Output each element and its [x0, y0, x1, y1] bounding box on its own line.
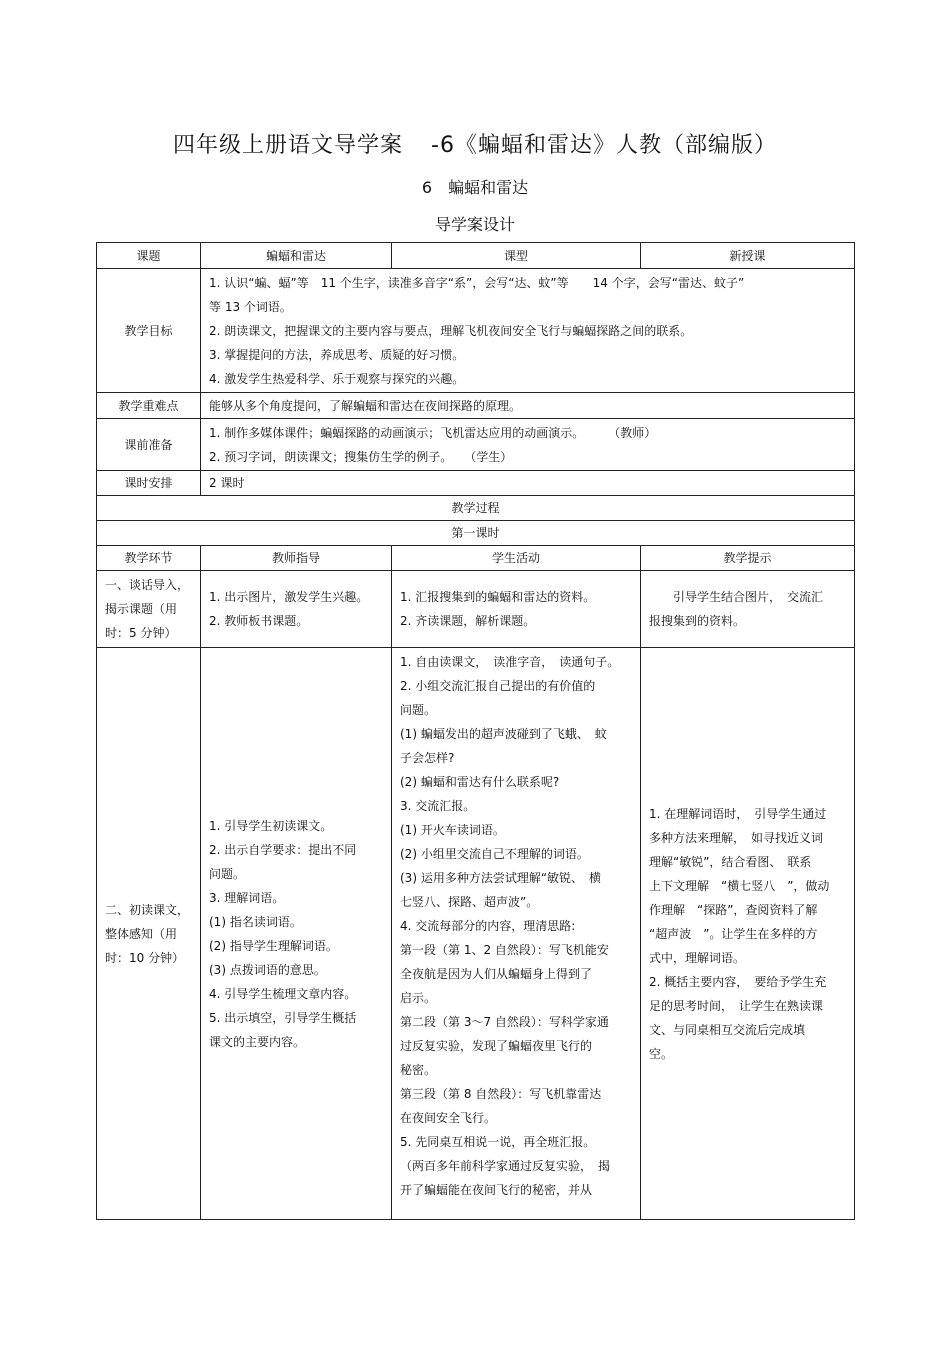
- tips-line: 2. 概括主要内容， 要给予学生充: [649, 974, 827, 989]
- teacher-line: 3. 理解词语。: [209, 890, 285, 905]
- prep-cell: [201, 419, 855, 471]
- stage-line: 时：10 分钟）: [105, 950, 185, 965]
- stage-line: 揭示课题（用: [105, 602, 178, 616]
- student-line: 全夜航是因为人们从蝙蝠身上得到了: [400, 967, 593, 981]
- teacher-cell: [201, 571, 392, 648]
- tips-line: 空。: [649, 1046, 674, 1061]
- student-line: 3. 交流汇报。: [400, 799, 476, 813]
- lesson-heading: 6 蝙蝠和雷达: [421, 178, 529, 197]
- type-value: 新授课: [641, 243, 855, 269]
- prep-label: 课前准备: [97, 419, 201, 471]
- teacher-line: (3) 点拨词语的意思。: [209, 962, 326, 977]
- tips-line: 1. 在理解词语时， 引导学生通过: [649, 806, 827, 821]
- page-title: [0, 128, 950, 159]
- process-row-reading: [97, 648, 855, 1220]
- tips-line: 式中，理解词语。: [649, 950, 746, 965]
- process-row-intro: [97, 571, 855, 648]
- period-heading: 第一课时: [97, 521, 855, 546]
- topic-label: 课题: [97, 243, 201, 269]
- lesson-plan-table: [96, 242, 855, 1220]
- tips-line: 文、与同桌相互交流后完成填: [649, 1022, 806, 1037]
- tips-line: 足的思考时间， 让学生在熟读课: [649, 998, 824, 1013]
- student-line: (1) 蝙蝠发出的超声波碰到了飞蛾、 蚊: [400, 727, 607, 741]
- student-line: 第二段（第 3～7 自然段）：写科学家通: [400, 1015, 609, 1029]
- student-line: 2. 齐读课题，解析课题。: [400, 614, 536, 628]
- stage-cell: [97, 571, 201, 648]
- teacher-cell: [201, 648, 392, 1220]
- student-line: 问题。: [400, 703, 437, 717]
- student-line: 七竖八、探路、超声波”。: [400, 895, 539, 909]
- student-line: （两百多年前科学家通过反复实验， 揭: [400, 1159, 611, 1173]
- design-heading: 导学案设计: [434, 215, 515, 234]
- teacher-line: 2. 出示自学要求：提出不同: [209, 842, 357, 857]
- teacher-line: 1. 出示图片，激发学生兴趣。: [209, 590, 369, 604]
- student-line: 过反复实验，发现了蝙蝠夜里飞行的: [400, 1039, 593, 1053]
- tips-cell: [641, 648, 855, 1220]
- prep-line: 2. 预习字词，朗读课文；搜集仿生学的例子。 （学生）: [209, 449, 513, 464]
- student-line: (1) 开火车读词语。: [400, 823, 505, 837]
- period-row: [97, 521, 855, 546]
- time-row: [97, 471, 855, 496]
- title-right: -6《蝙蝠和雷达》人教（部编版）: [431, 133, 777, 158]
- tips-line: 作理解 “探路”，查阅资料了解: [649, 902, 818, 917]
- teacher-line: 4. 引导学生梳理文章内容。: [209, 986, 357, 1001]
- student-line: (2) 蝙蝠和雷达有什么联系呢?: [400, 775, 560, 789]
- key-label: 教学重难点: [97, 393, 201, 419]
- goal-line: 等 13 个词语。: [209, 299, 292, 314]
- student-line: (3) 运用多种方法尝试理解“敏锐、 横: [400, 871, 602, 885]
- teacher-line: 5. 出示填空，引导学生概括: [209, 1010, 357, 1025]
- student-line: 4. 交流每部分的内容，理清思路:: [400, 919, 576, 933]
- student-line: 2. 小组交流汇报自己提出的有价值的: [400, 679, 596, 693]
- goals-label: 教学目标: [97, 269, 201, 393]
- time-label: 课时安排: [97, 471, 201, 496]
- col-header-tips: 教学提示: [641, 546, 855, 571]
- col-header-stage: 教学环节: [97, 546, 201, 571]
- student-line: 5. 先同桌互相说一说，再全班汇报。: [400, 1135, 596, 1149]
- type-label: 课型: [392, 243, 641, 269]
- student-cell: [392, 648, 641, 1220]
- goals-cell: [201, 269, 855, 393]
- topic-value: 蝙蝠和雷达: [201, 243, 392, 269]
- process-heading-row: [97, 496, 855, 521]
- time-value: 2 课时: [201, 471, 855, 496]
- teacher-line: 问题。: [209, 866, 246, 881]
- student-line: 在夜间安全飞行。: [400, 1111, 497, 1125]
- stage-cell: [97, 648, 201, 1220]
- goal-line: 4. 激发学生热爱科学、乐于观察与探究的兴趣。: [209, 371, 465, 386]
- col-header-student: 学生活动: [392, 546, 641, 571]
- title-left: 四年级上册语文导学案: [173, 133, 404, 158]
- teacher-line: 1. 引导学生初读课文。: [209, 818, 333, 833]
- topic-row: [97, 243, 855, 269]
- tips-line: 报搜集到的资料。: [649, 614, 746, 628]
- tips-line: 多种方法来理解， 如寻找近义词: [649, 830, 824, 845]
- stage-line: 一、谈话导入，: [105, 578, 190, 592]
- prep-row: [97, 419, 855, 471]
- key-row: [97, 393, 855, 419]
- tips-line: 引导学生结合图片， 交流汇: [649, 590, 824, 604]
- tips-line: 理解“敏锐”，结合看图、 联系: [649, 854, 812, 869]
- tips-line: 上下文理解 “横七竖八 ”，做动: [649, 878, 830, 893]
- student-line: 启示。: [400, 991, 437, 1005]
- teacher-line: 2. 教师板书课题。: [209, 614, 309, 628]
- process-heading: 教学过程: [97, 496, 855, 521]
- student-line: (2) 小组里交流自己不理解的词语。: [400, 847, 589, 861]
- student-line: 1. 汇报搜集到的蝙蝠和雷达的资料。: [400, 590, 596, 604]
- student-line: 第一段（第 1、2 自然段）：写飞机能安: [400, 943, 609, 957]
- student-line: 秘密。: [400, 1063, 437, 1077]
- teacher-line: (1) 指名读词语。: [209, 914, 302, 929]
- goals-row: [97, 269, 855, 393]
- student-line: 子会怎样?: [400, 751, 455, 765]
- prep-line: 1. 制作多媒体课件；蝙蝠探路的动画演示；飞机雷达应用的动画演示。 （教师）: [209, 425, 657, 440]
- goal-line: 3. 掌握提问的方法，养成思考、质疑的好习惯。: [209, 347, 465, 362]
- student-line: 1. 自由读课文， 读准字音， 读通句子。: [400, 655, 620, 669]
- process-header-row: [97, 546, 855, 571]
- key-value: 能够从多个角度提问，了解蝙蝠和雷达在夜间探路的原理。: [201, 393, 855, 419]
- teacher-line: 课文的主要内容。: [209, 1034, 306, 1049]
- tips-cell: [641, 571, 855, 648]
- stage-line: 二、初读课文，: [105, 902, 190, 917]
- teacher-line: (2) 指导学生理解词语。: [209, 938, 338, 953]
- goal-line: 1. 认识“蝙、蝠”等 11 个生字，读准多音字“系”，会写“达、蚊”等 14 个字，会写“雷达、蚊子”: [209, 275, 745, 290]
- stage-line: 时：5 分钟）: [105, 626, 177, 640]
- student-line: 开了蝙蝠能在夜间飞行的秘密，并从: [400, 1183, 593, 1197]
- student-cell: [392, 571, 641, 648]
- stage-line: 整体感知（用: [105, 926, 178, 941]
- student-line: 第三段（第 8 自然段）：写飞机靠雷达: [400, 1087, 602, 1101]
- goal-line: 2. 朗读课文，把握课文的主要内容与要点，理解飞机夜间安全飞行与蝙蝠探路之间的联系。: [209, 323, 693, 338]
- tips-line: “超声波 ”。让学生在多样的方: [649, 926, 818, 941]
- col-header-teacher: 教师指导: [201, 546, 392, 571]
